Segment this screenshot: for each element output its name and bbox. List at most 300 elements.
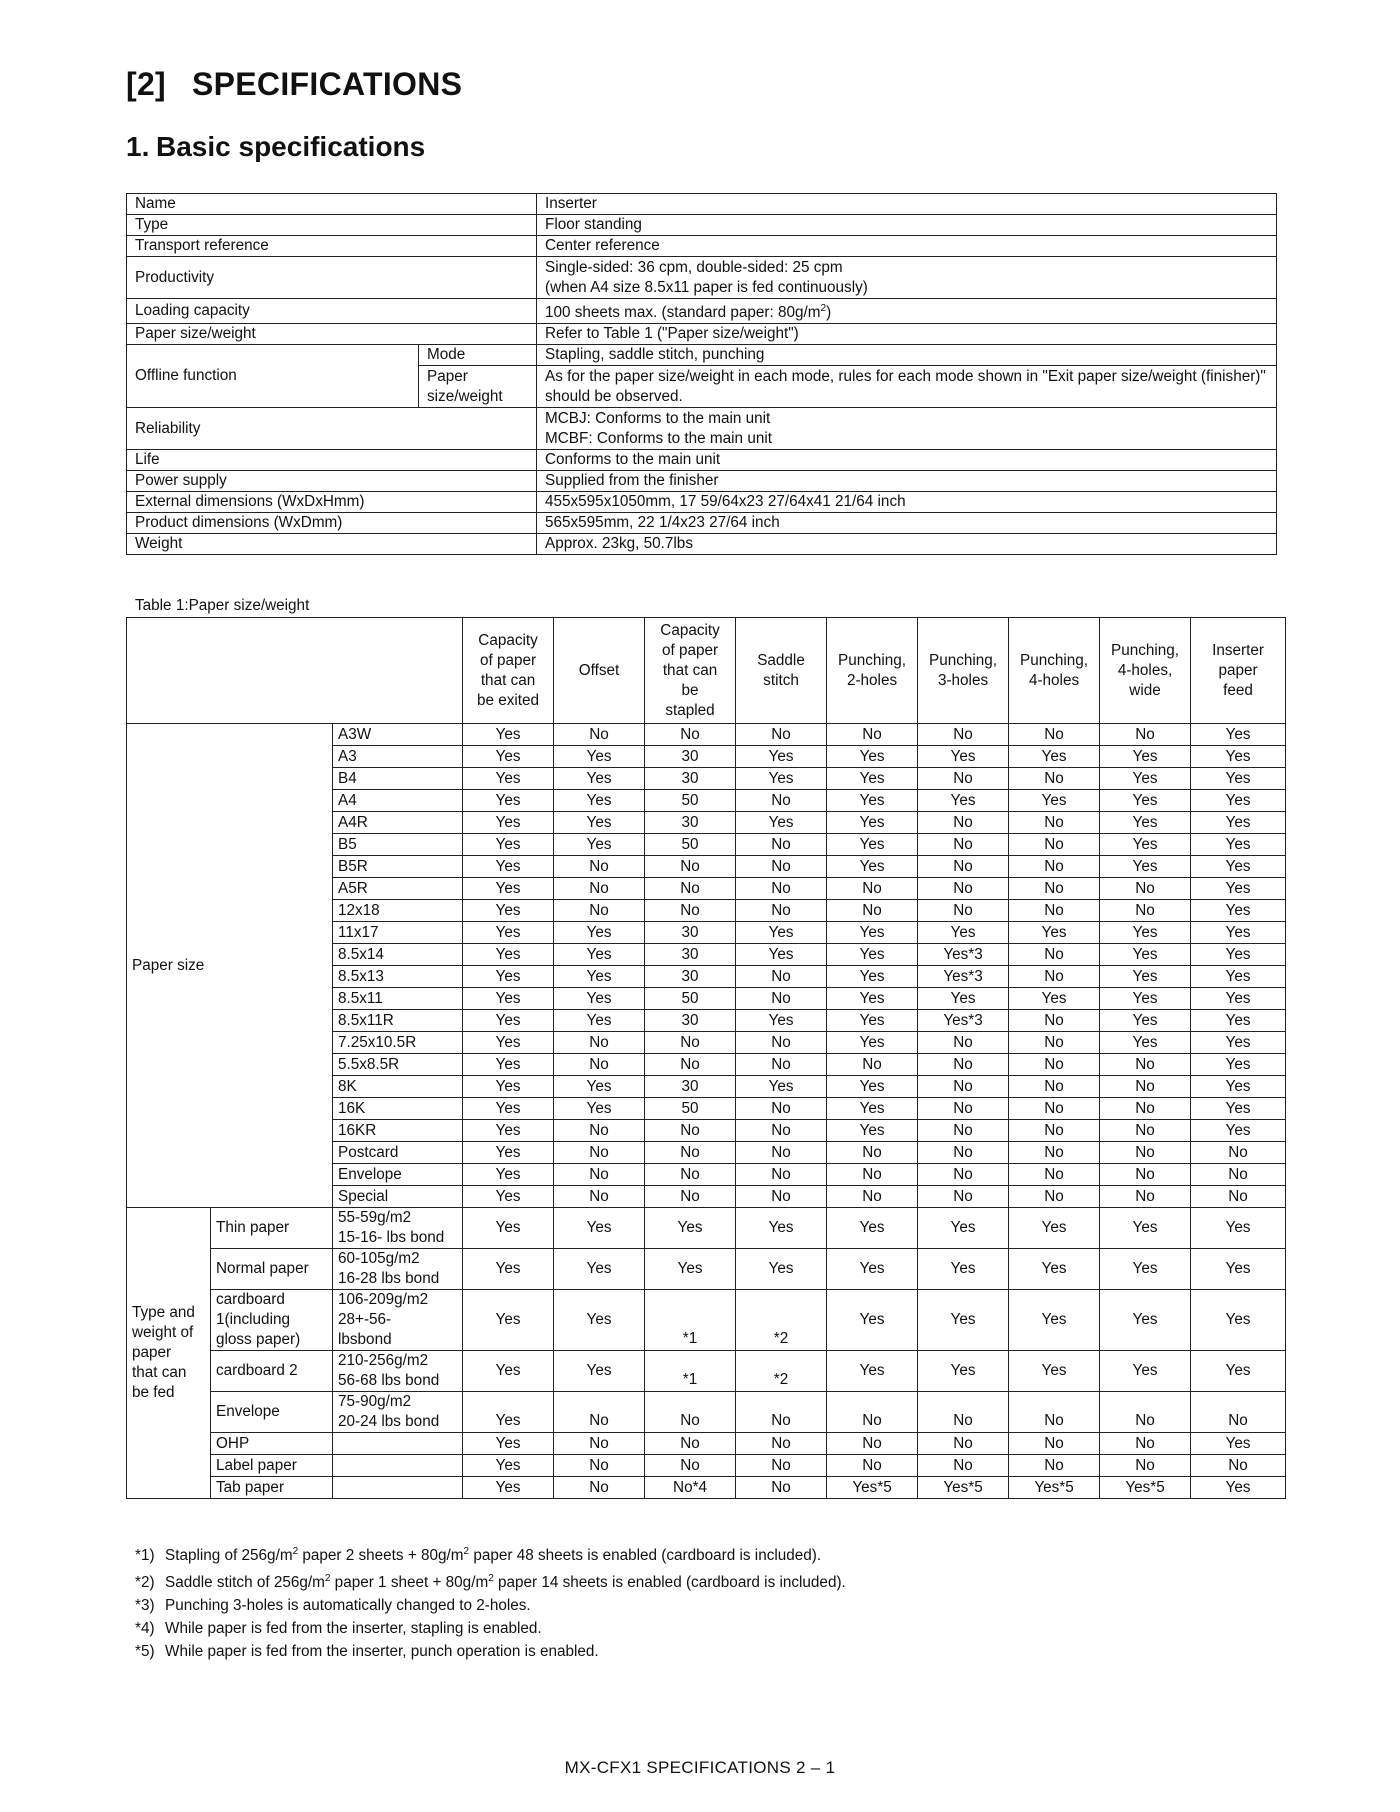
- footnote: *2) Saddle stitch of $256g/m^2$ paper 1 sheet + $80g/m^2$ paper 14 sheets is enabled (cardboard is included).: [135, 1573, 846, 1592]
- table-cell: Yes: [1191, 1208, 1286, 1249]
- table-cell: Yes: [827, 1249, 918, 1290]
- table-cell: No: [827, 878, 918, 900]
- table-cell: Yes: [463, 1290, 554, 1351]
- table-cell: No: [1009, 900, 1100, 922]
- table-cell: Yes: [1009, 988, 1100, 1010]
- size-name: 7.25x10.5R: [333, 1032, 463, 1054]
- column-header: Capacity of paper that can be exited: [463, 618, 554, 724]
- table-cell: Yes: [1191, 856, 1286, 878]
- table-cell: Yes: [1191, 1032, 1286, 1054]
- table-cell: Yes: [827, 1290, 918, 1351]
- table-cell: Yes: [463, 922, 554, 944]
- table-cell: Yes: [1100, 1010, 1191, 1032]
- table-cell: No: [827, 724, 918, 746]
- table-cell: Yes: [918, 790, 1009, 812]
- table-cell: Yes: [827, 966, 918, 988]
- table-cell: Yes: [736, 1076, 827, 1098]
- table-cell: No: [1009, 1098, 1100, 1120]
- size-name: 16KR: [333, 1120, 463, 1142]
- paper-type-name: Envelope: [211, 1392, 333, 1433]
- size-name: A4: [333, 790, 463, 812]
- table-cell: Yes: [554, 790, 645, 812]
- table-cell: Yes: [554, 1076, 645, 1098]
- table-cell: Yes: [1009, 1351, 1100, 1392]
- table-cell: No: [554, 724, 645, 746]
- paper-type-name: Normal paper: [211, 1249, 333, 1290]
- spec-row-life: Life Conforms to the main unit: [127, 450, 1277, 471]
- table-cell: Yes: [1191, 790, 1286, 812]
- table-cell: Yes: [1191, 768, 1286, 790]
- table-cell: No: [1100, 878, 1191, 900]
- table-cell: No: [645, 1142, 736, 1164]
- table-cell: Yes: [1100, 1208, 1191, 1249]
- table-cell: No: [736, 900, 827, 922]
- spec-row-power: Power supply Supplied from the finisher: [127, 471, 1277, 492]
- column-header: Punching, 3-holes: [918, 618, 1009, 724]
- table-cell: Yes*3: [918, 944, 1009, 966]
- table-cell: Yes: [918, 922, 1009, 944]
- footnote: *3) Punching 3-holes is automatically changed to 2-holes.: [135, 1597, 531, 1615]
- table-cell: No: [1100, 900, 1191, 922]
- table-cell: No*4: [645, 1477, 736, 1499]
- table-cell: Yes: [554, 768, 645, 790]
- table-cell: No: [645, 1032, 736, 1054]
- paper-type-name: Label paper: [211, 1455, 333, 1477]
- table-cell: Yes: [463, 966, 554, 988]
- table-row: [127, 1433, 1286, 1455]
- paper-type-name: cardboard 2: [211, 1351, 333, 1392]
- table-cell: Yes: [1191, 922, 1286, 944]
- table-cell: No: [1009, 812, 1100, 834]
- paper-weight: [333, 1433, 463, 1455]
- table-cell: No: [918, 1032, 1009, 1054]
- table-cell: Yes: [1009, 922, 1100, 944]
- paper-weight: 55-59g/m2 15-16- lbs bond: [333, 1208, 463, 1249]
- table-cell: Yes: [1100, 812, 1191, 834]
- size-name: A4R: [333, 812, 463, 834]
- page-heading: [126, 66, 462, 103]
- table-cell: Yes: [1191, 724, 1286, 746]
- table-cell: No: [918, 1142, 1009, 1164]
- table-cell: No: [918, 1120, 1009, 1142]
- table-row: [127, 1392, 1286, 1433]
- table-cell: No: [736, 988, 827, 1010]
- table-row: [127, 1208, 1286, 1249]
- table-cell: Yes: [554, 966, 645, 988]
- table-cell: Yes: [736, 746, 827, 768]
- table-cell: Yes: [736, 768, 827, 790]
- table-cell: No: [1100, 1186, 1191, 1208]
- footnote: *1) Stapling of $256g/m^2$ paper 2 sheets + $80g/m^2$ paper 48 sheets is enabled (cardboard is included).: [135, 1546, 822, 1565]
- table-cell: No: [736, 724, 827, 746]
- row-group-paper-size: Paper size: [127, 724, 333, 1208]
- size-name: A5R: [333, 878, 463, 900]
- table-cell: No: [918, 724, 1009, 746]
- table-cell: Yes: [554, 1351, 645, 1392]
- paper-type-name: Tab paper: [211, 1477, 333, 1499]
- table-cell: Yes*5: [1009, 1477, 1100, 1499]
- table-cell: Yes: [1100, 790, 1191, 812]
- table-cell: No: [645, 1392, 736, 1433]
- table-cell: Yes*5: [827, 1477, 918, 1499]
- table-cell: Yes: [1100, 1032, 1191, 1054]
- table-cell: Yes: [463, 900, 554, 922]
- table-cell: Yes: [736, 812, 827, 834]
- size-name: 12x18: [333, 900, 463, 922]
- size-name: A3: [333, 746, 463, 768]
- table-cell: No: [1100, 1054, 1191, 1076]
- table-cell: No: [645, 1455, 736, 1477]
- table-cell: Yes: [1191, 1076, 1286, 1098]
- table-cell: Yes: [827, 1120, 918, 1142]
- table-cell: 30: [645, 966, 736, 988]
- table-cell: No: [645, 856, 736, 878]
- table-cell: Yes: [1100, 1249, 1191, 1290]
- table-cell: No: [1009, 856, 1100, 878]
- table-cell: Yes: [554, 812, 645, 834]
- table-cell: No: [1191, 1142, 1286, 1164]
- paper-type-name: cardboard 1(including gloss paper): [211, 1290, 333, 1351]
- table-cell: No: [1100, 1433, 1191, 1455]
- spec-row-paper-size: Paper size/weight Refer to Table 1 ("Paper size/weight"): [127, 324, 1277, 345]
- table-cell: Yes: [1191, 1098, 1286, 1120]
- table-cell: No: [736, 1392, 827, 1433]
- table-cell: Yes: [1100, 768, 1191, 790]
- table-cell: Yes: [1191, 1054, 1286, 1076]
- table-cell: Yes: [1191, 812, 1286, 834]
- table-cell: Yes: [827, 944, 918, 966]
- table-cell: Yes: [918, 1208, 1009, 1249]
- table-cell: No: [918, 812, 1009, 834]
- table-cell: Yes: [463, 1098, 554, 1120]
- table-cell: Yes: [463, 768, 554, 790]
- spec-row-offline-paper: Paper size/weight As for the paper size/weight in each mode, rules for each mode shown in "Exit paper size/weight (finisher)" should be observed.: [127, 366, 1277, 408]
- paper-weight: 210-256g/m2 56-68 lbs bond: [333, 1351, 463, 1392]
- table-cell: No: [554, 1186, 645, 1208]
- table-cell: Yes: [827, 922, 918, 944]
- table-cell: Yes: [827, 1351, 918, 1392]
- table-cell: No: [554, 1054, 645, 1076]
- table-cell: Yes: [463, 1164, 554, 1186]
- table-cell: Yes: [463, 1120, 554, 1142]
- table-cell: No: [1009, 878, 1100, 900]
- table-cell: Yes: [463, 790, 554, 812]
- table-cell: No: [918, 768, 1009, 790]
- table-cell: Yes: [554, 1290, 645, 1351]
- table-cell: Yes: [736, 1010, 827, 1032]
- paper-weight: 106-209g/m2 28+-56- lbsbond: [333, 1290, 463, 1351]
- table-cell: Yes: [827, 790, 918, 812]
- table-cell: No: [645, 1186, 736, 1208]
- table-cell: No: [645, 878, 736, 900]
- table-cell: Yes: [1100, 966, 1191, 988]
- table-cell: Yes: [1191, 1477, 1286, 1499]
- footnotes: [135, 1540, 846, 1663]
- table-cell: 50: [645, 834, 736, 856]
- table-cell: No: [736, 1433, 827, 1455]
- table-cell: Yes: [1191, 944, 1286, 966]
- table-cell: Yes: [463, 1249, 554, 1290]
- table-cell: No: [554, 1142, 645, 1164]
- table-cell: No: [736, 1120, 827, 1142]
- table-cell: No: [1009, 1120, 1100, 1142]
- table-cell: Yes: [827, 768, 918, 790]
- spec-row-reliability: Reliability MCBJ: Conforms to the main unit MCBF: Conforms to the main unit: [127, 408, 1277, 450]
- table-cell: Yes: [827, 1076, 918, 1098]
- table-cell: Yes: [463, 1054, 554, 1076]
- table-cell: Yes: [1191, 1351, 1286, 1392]
- table-cell: Yes: [463, 856, 554, 878]
- table-cell: Yes: [463, 1392, 554, 1433]
- table-cell: Yes: [1191, 834, 1286, 856]
- table-cell: No: [1100, 1076, 1191, 1098]
- table-cell: 30: [645, 1010, 736, 1032]
- table-cell: No: [1009, 1455, 1100, 1477]
- table-cell: Yes: [463, 746, 554, 768]
- table-cell: No: [736, 856, 827, 878]
- table-cell: Yes: [645, 1208, 736, 1249]
- table-cell: No: [918, 1054, 1009, 1076]
- table-cell: Yes: [1100, 988, 1191, 1010]
- table-cell: No: [1100, 724, 1191, 746]
- size-name: A3W: [333, 724, 463, 746]
- table-cell: No: [1191, 1164, 1286, 1186]
- spec-row-loading: Loading capacity 100 sheets max. (standard paper: $80g/m^2$): [127, 299, 1277, 324]
- table-cell: Yes: [463, 878, 554, 900]
- table-cell: No: [1009, 724, 1100, 746]
- table-cell: No: [736, 878, 827, 900]
- table-cell: Yes: [918, 988, 1009, 1010]
- section-number: 1.: [126, 131, 150, 162]
- table-cell: Yes: [645, 1249, 736, 1290]
- table-cell: 30: [645, 768, 736, 790]
- table-cell: Yes: [463, 1477, 554, 1499]
- heading-number: [2]: [126, 66, 167, 102]
- table-cell: *2: [736, 1290, 827, 1351]
- column-header: Saddle stitch: [736, 618, 827, 724]
- table-cell: Yes: [1191, 1290, 1286, 1351]
- size-name: 8.5x11R: [333, 1010, 463, 1032]
- table-cell: No: [1100, 1098, 1191, 1120]
- table-cell: *2: [736, 1351, 827, 1392]
- table-cell: No: [1009, 768, 1100, 790]
- table-cell: No: [645, 1120, 736, 1142]
- table-cell: No: [918, 1392, 1009, 1433]
- table-cell: Yes: [463, 724, 554, 746]
- table-cell: No: [1009, 1392, 1100, 1433]
- table-cell: Yes: [1191, 966, 1286, 988]
- size-name: Envelope: [333, 1164, 463, 1186]
- table-cell: No: [918, 878, 1009, 900]
- column-header: Inserter paper feed: [1191, 618, 1286, 724]
- table-cell: Yes: [918, 746, 1009, 768]
- table-cell: No: [736, 1477, 827, 1499]
- table-cell: No: [827, 1186, 918, 1208]
- spec-row-offline-mode: Offline function Mode Stapling, saddle stitch, punching: [127, 345, 1277, 366]
- table-cell: Yes: [554, 1098, 645, 1120]
- table-cell: No: [918, 856, 1009, 878]
- size-name: 8.5x11: [333, 988, 463, 1010]
- row-group-type-weight: Type and weight of paper that can be fed: [127, 1208, 211, 1499]
- paper-type-name: Thin paper: [211, 1208, 333, 1249]
- spec-row-weight: Weight Approx. 23kg, 50.7lbs: [127, 534, 1277, 555]
- table-cell: Yes: [827, 1098, 918, 1120]
- table-cell: No: [554, 1164, 645, 1186]
- table-cell: 30: [645, 1076, 736, 1098]
- table-cell: Yes: [463, 812, 554, 834]
- table-cell: No: [554, 1477, 645, 1499]
- table-cell: No: [736, 834, 827, 856]
- table-cell: No: [827, 1455, 918, 1477]
- table-cell: Yes: [827, 746, 918, 768]
- table-cell: Yes: [827, 1208, 918, 1249]
- table-cell: No: [918, 1433, 1009, 1455]
- paper-weight: 60-105g/m2 16-28 lbs bond: [333, 1249, 463, 1290]
- table-cell: No: [1009, 834, 1100, 856]
- column-header: Punching, 2-holes: [827, 618, 918, 724]
- footnote: *5) While paper is fed from the inserter, punch operation is enabled.: [135, 1643, 599, 1661]
- table-row: [127, 724, 1286, 746]
- size-name: B5: [333, 834, 463, 856]
- table-cell: Yes: [463, 1076, 554, 1098]
- table-cell: No: [918, 1164, 1009, 1186]
- table-cell: Yes: [463, 1208, 554, 1249]
- paper-weight: [333, 1477, 463, 1499]
- size-name: 8.5x14: [333, 944, 463, 966]
- table-cell: Yes: [827, 856, 918, 878]
- table-cell: No: [918, 1186, 1009, 1208]
- table-cell: No: [1009, 1032, 1100, 1054]
- table-row: [127, 1455, 1286, 1477]
- table-cell: Yes: [554, 1010, 645, 1032]
- table-cell: Yes: [554, 1249, 645, 1290]
- table-cell: No: [736, 1032, 827, 1054]
- table-cell: No: [736, 966, 827, 988]
- table-cell: Yes: [1100, 944, 1191, 966]
- table-cell: Yes: [463, 1032, 554, 1054]
- table-cell: Yes: [736, 1249, 827, 1290]
- table-cell: Yes: [463, 944, 554, 966]
- size-name: 16K: [333, 1098, 463, 1120]
- table-cell: 50: [645, 1098, 736, 1120]
- table-cell: No: [554, 856, 645, 878]
- table-cell: No: [645, 1164, 736, 1186]
- size-name: 5.5x8.5R: [333, 1054, 463, 1076]
- table-cell: No: [1100, 1455, 1191, 1477]
- table-cell: Yes: [918, 1290, 1009, 1351]
- table-cell: Yes: [1191, 988, 1286, 1010]
- spec-row-type: Type Floor standing: [127, 215, 1277, 236]
- table-cell: No: [1191, 1392, 1286, 1433]
- table-cell: No: [827, 1054, 918, 1076]
- table-cell: No: [1009, 944, 1100, 966]
- table-cell: Yes: [554, 1208, 645, 1249]
- table-cell: No: [736, 1098, 827, 1120]
- spec-row-product: Product dimensions (WxDmm) 565x595mm, 22 1/4x23 27/64 inch: [127, 513, 1277, 534]
- table-cell: No: [918, 834, 1009, 856]
- size-name: 11x17: [333, 922, 463, 944]
- table-cell: No: [827, 1392, 918, 1433]
- table-cell: No: [554, 1032, 645, 1054]
- table-cell: 50: [645, 988, 736, 1010]
- table-cell: No: [736, 1455, 827, 1477]
- table-cell: Yes: [463, 988, 554, 1010]
- table-cell: Yes: [1191, 1010, 1286, 1032]
- table-cell: No: [736, 1142, 827, 1164]
- table-cell: No: [1009, 1186, 1100, 1208]
- table-caption: Table 1:Paper size/weight: [135, 597, 310, 614]
- table-cell: Yes: [827, 1010, 918, 1032]
- table-cell: Yes: [463, 1142, 554, 1164]
- spec-row-transport: Transport reference Center reference: [127, 236, 1277, 257]
- table-cell: No: [736, 1164, 827, 1186]
- table-cell: Yes: [918, 1351, 1009, 1392]
- column-header: Punching, 4-holes, wide: [1100, 618, 1191, 724]
- table-cell: No: [554, 1120, 645, 1142]
- table-cell: Yes: [1191, 746, 1286, 768]
- table-cell: No: [1009, 1054, 1100, 1076]
- spec-row-productivity: Productivity Single-sided: 36 cpm, double-sided: 25 cpm (when A4 size 8.5x11 paper is fed continuously): [127, 257, 1277, 299]
- table-cell: No: [645, 724, 736, 746]
- table-row: [127, 1249, 1286, 1290]
- table-cell: Yes*3: [918, 1010, 1009, 1032]
- table-cell: No: [1009, 1010, 1100, 1032]
- table-cell: No: [827, 1142, 918, 1164]
- spec-row-name: Name Inserter: [127, 194, 1277, 215]
- table-cell: Yes: [1009, 1290, 1100, 1351]
- table-cell: Yes: [827, 834, 918, 856]
- table-cell: Yes: [736, 1208, 827, 1249]
- table-cell: No: [736, 790, 827, 812]
- table-cell: Yes: [918, 1249, 1009, 1290]
- table-cell: No: [827, 1164, 918, 1186]
- table-cell: 50: [645, 790, 736, 812]
- table-cell: Yes: [463, 1455, 554, 1477]
- table-cell: No: [1009, 1164, 1100, 1186]
- table-cell: 30: [645, 746, 736, 768]
- table-cell: Yes: [463, 1351, 554, 1392]
- table-cell: Yes: [1100, 856, 1191, 878]
- table-cell: Yes: [463, 1010, 554, 1032]
- heading-title: SPECIFICATIONS: [192, 66, 463, 102]
- table-cell: Yes: [1100, 922, 1191, 944]
- table-cell: No: [554, 1433, 645, 1455]
- table-cell: No: [1100, 1120, 1191, 1142]
- table-cell: 30: [645, 812, 736, 834]
- table-cell: Yes*3: [918, 966, 1009, 988]
- table-cell: No: [645, 900, 736, 922]
- paper-size-weight-table: [126, 617, 1286, 1499]
- table-cell: Yes: [1009, 1249, 1100, 1290]
- table-cell: Yes: [1009, 746, 1100, 768]
- table-row: [127, 1351, 1286, 1392]
- table-cell: Yes*5: [918, 1477, 1009, 1499]
- table-cell: No: [1191, 1186, 1286, 1208]
- table-cell: Yes: [554, 922, 645, 944]
- size-name: 8K: [333, 1076, 463, 1098]
- table-cell: Yes: [463, 1433, 554, 1455]
- table-cell: Yes: [1100, 1351, 1191, 1392]
- table-cell: Yes: [1100, 834, 1191, 856]
- table-cell: No: [918, 1076, 1009, 1098]
- table-cell: No: [1100, 1392, 1191, 1433]
- table-cell: Yes: [463, 834, 554, 856]
- size-name: B4: [333, 768, 463, 790]
- table-cell: Yes: [1191, 1433, 1286, 1455]
- table-cell: *1: [645, 1290, 736, 1351]
- table-cell: Yes: [1009, 790, 1100, 812]
- table-cell: Yes: [827, 812, 918, 834]
